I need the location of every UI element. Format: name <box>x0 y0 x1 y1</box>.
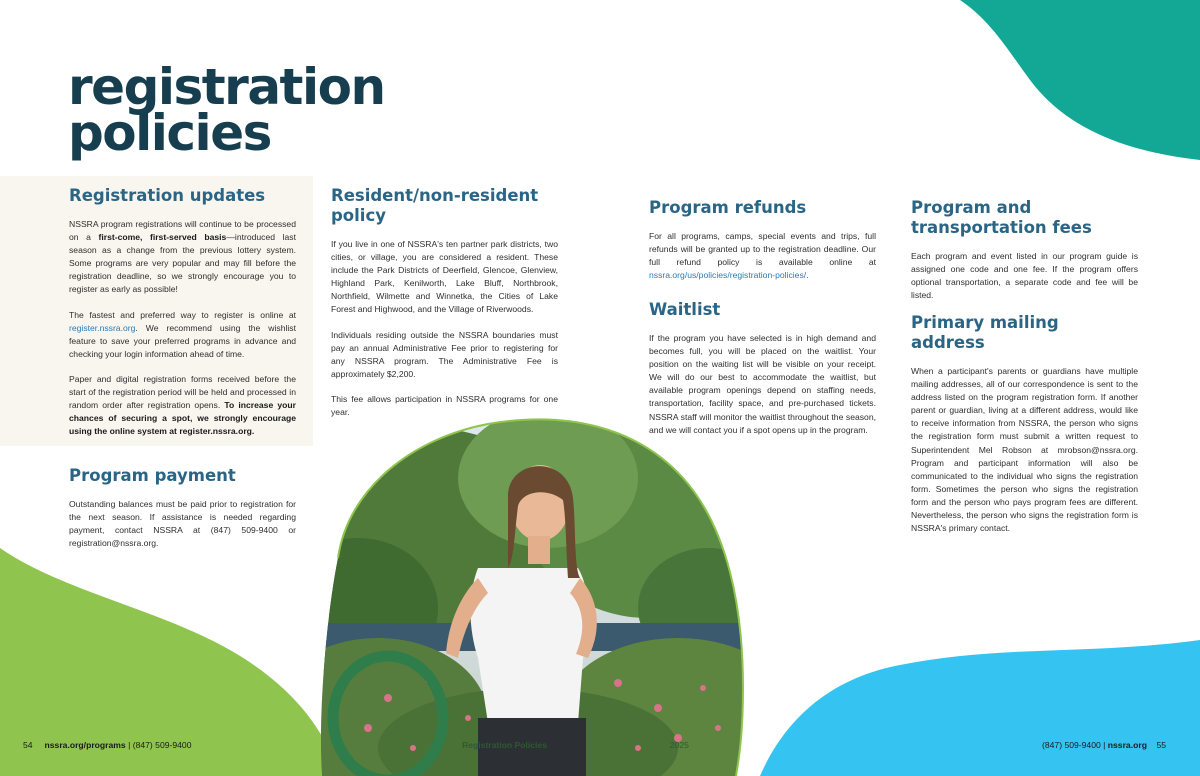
program-payment-section <box>69 466 296 562</box>
footer-left <box>23 740 191 750</box>
transportation-fees-heading: Program and transportation fees <box>911 198 1092 237</box>
waitlist-heading: Waitlist <box>649 300 721 319</box>
blue-blob-shape <box>760 640 1200 776</box>
footer-right <box>1042 740 1166 750</box>
girl-with-hula-hoop-photo <box>318 418 748 776</box>
footer-programs-link[interactable]: nssra.org/programs <box>44 740 126 750</box>
mailing-address-section <box>911 313 1138 547</box>
resident-policy-heading: Resident/non-resident policy <box>331 186 539 225</box>
footer-phone-left: | (847) 509-9400 <box>125 740 192 750</box>
resident-policy-paragraph-2: Individuals residing outside the NSSRA boundaries must pay an annual Administrative Fee prior to registering for any NSSRA program. The Administrative Fee is approximately $2,200. <box>331 329 558 379</box>
registration-updates-paragraph-2: The fastest and preferred way to register is online at register.nssra.org. We recommend using the wishlist feature to save your preferred programs in advance and checking your login information ahead of time. <box>69 309 296 359</box>
teal-blob-shape <box>960 0 1200 162</box>
footer-site-link[interactable]: nssra.org <box>1107 740 1147 750</box>
footer-season: 2025 <box>669 740 689 750</box>
footer-phone-right: (847) 509-9400 | <box>1042 740 1108 750</box>
page-number-right: 55 <box>1156 740 1167 750</box>
registration-updates-paragraph-1: NSSRA program registrations will continue to be processed on a first-come, first-served basis—introduced last season as a change from the previous lottery system. Some programs are very popular and may fill before the registration deadline, so we strongly encourage you to register as early as possible! <box>69 219 296 295</box>
page-title <box>68 58 385 162</box>
register-link[interactable]: register.nssra.org <box>69 322 136 333</box>
registration-updates-paragraph-3: Paper and digital registration forms received before the start of the registration period will be held and processed in random order after registration opens. To increase your chances of securing a spot, we strongly encourage using the online system at register.nssra.org. <box>69 373 296 437</box>
program-refunds-section <box>649 198 876 294</box>
register-link-bold[interactable]: register.nssra.org <box>179 426 252 437</box>
footer-center <box>462 740 689 750</box>
transportation-fees-section <box>911 198 1138 314</box>
resident-policy-paragraph-3: This fee allows participation in NSSRA programs for one year. <box>331 393 558 418</box>
waitlist-paragraph: If the program you have selected is in high demand and becomes full, you will be placed on the waitlist. Your position on the waiting list will be visible on your receipt. We will do our best to accommodate the waitlist, but available program openings depend on staffing needs, transportation, facility space, and pre-purchased tickets. NSSRA staff will monitor the waitlist throughout the season, and we will contact you if a spot opens up in the program. <box>649 333 876 435</box>
title-line-1: registration <box>68 58 385 116</box>
transportation-fees-paragraph: Each program and event listed in our program guide is assigned one code and one fee. If the program offers optional transportation, a separate code and fee will be listed. <box>911 251 1138 301</box>
registration-updates-section <box>69 186 296 450</box>
page-number-left: 54 <box>23 740 33 750</box>
mailing-address-heading: Primary mailing address <box>911 313 1059 352</box>
resident-policy-paragraph-1: If you live in one of NSSRA's ten partner park districts, two cities, or village, you are considered a resident. These include the Park Districts of Deerfield, Glencoe, Glenview, Highland Park, Kenilworth, Lake Bluff, Northbrook, Northfield, Wilmette and Winnetka, the Cities of Lake Forest and Highwood, and the Village of Riverwoods. <box>331 239 558 315</box>
program-payment-heading: Program payment <box>69 466 236 485</box>
program-refunds-paragraph: For all programs, camps, special events and trips, full refunds will be granted up to the registration deadline. Our full refund policy is available online at nssra.org/us/policies/registration-policies/. <box>649 231 876 281</box>
mailing-address-paragraph: When a participant's parents or guardians have multiple mailing addresses, all of our correspondence is sent to the address listed on the program registration form. If another parent or guardian, living at a different address, would like to receive information from NSSRA, the person who signs the registration form must submit a written request to Superintendent Mel Robson at mrobson@nssra.org. Program and participant information will also be communicated to the individual who signs the registration form. Sometimes the person who signs the registration form and the person who pays program fees are different. Nevertheless, the person who signs the registration form is NSSRA's primary contact. <box>911 366 1138 534</box>
program-refunds-heading: Program refunds <box>649 198 807 217</box>
resident-policy-section <box>331 186 558 431</box>
refund-policy-link[interactable]: nssra.org/us/policies/registration-policies/ <box>649 270 807 281</box>
program-payment-paragraph: Outstanding balances must be paid prior to registration for the next season. If assistance is needed regarding payment, contact NSSRA at (847) 509-9400 or registration@nssra.org. <box>69 499 296 549</box>
footer-section-name: Registration Policies <box>462 740 548 750</box>
title-line-2: policies <box>68 104 271 162</box>
registration-updates-heading: Registration updates <box>69 186 266 205</box>
